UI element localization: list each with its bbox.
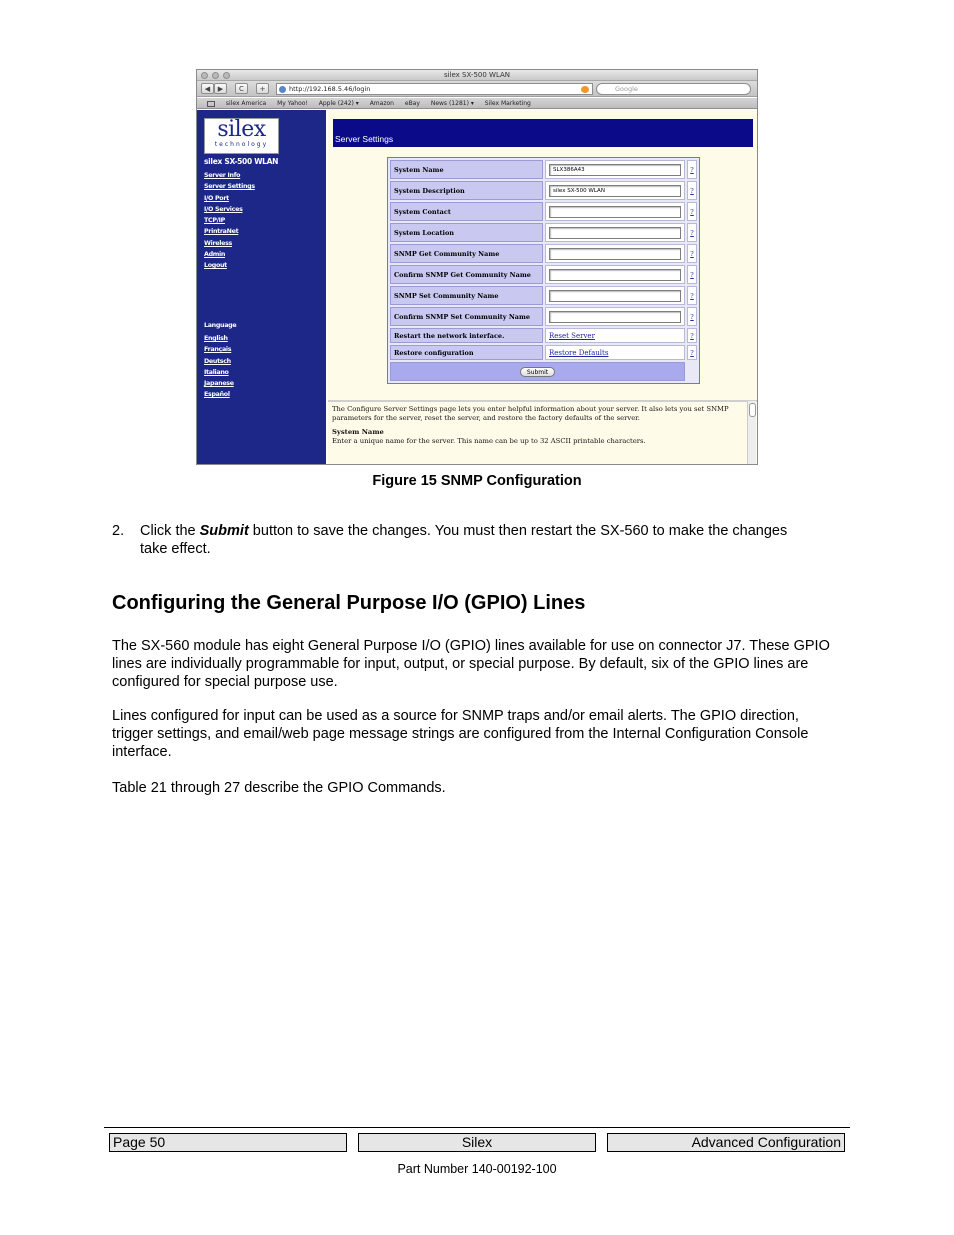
submit-emphasis: Submit [199,523,249,539]
language-english[interactable]: English [204,335,228,342]
globe-icon [279,86,286,93]
form-row [390,265,697,284]
address-bar[interactable] [276,83,593,95]
help-body-text: Enter a unique name for the server. This name can be up to 32 ASCII printable characters. [332,436,646,445]
window-title: silex SX-500 WLAN [443,71,511,79]
language-espanol[interactable]: Español [204,391,230,399]
sidebar-item-wireless[interactable]: Wireless [204,239,233,247]
field-label: Restore configuration [390,345,543,360]
form-row [390,202,697,221]
zoom-window-icon[interactable] [223,72,230,79]
paragraph-gpio-input: Lines configured for input can be used as a source for SNMP traps and/or email alerts. The GPIO direction, trigger settings, and email/web page message strings are configured from the Internal Configuration Console interface. [112,708,809,760]
sidebar-item-server-settings[interactable]: Server Settings [204,183,255,191]
browser-screenshot [196,69,758,465]
product-title: silex SX-500 WLAN [204,157,279,166]
help-icon[interactable]: ? [687,328,697,343]
step-number: 2. [112,523,125,539]
step-text-after: button to save the changes. You must then restart the SX-560 to make the changes take effect. [140,523,788,557]
language-italiano[interactable]: Italiano [204,368,229,376]
bookmarks-bar [197,98,757,109]
field-label: Confirm SNMP Get Community Name [390,265,543,284]
bookmark-item[interactable]: My Yahoo! [277,100,308,107]
submit-row [390,362,697,381]
language-japanese[interactable]: Japanese [204,380,234,388]
help-icon[interactable]: ? [687,160,697,179]
help-icon[interactable]: ? [687,307,697,326]
help-icon[interactable]: ? [687,202,697,221]
server-settings-form [387,157,700,384]
language-francais[interactable]: Français [204,346,232,354]
reset-server-link[interactable]: Reset Server [549,331,595,340]
bookmark-item[interactable]: Amazon [369,100,394,107]
help-icon[interactable]: ? [687,181,697,200]
rss-icon[interactable] [581,86,589,93]
help-heading: System Name [332,428,384,437]
system-location-input[interactable] [549,227,681,239]
bookmark-item[interactable]: News (1281) ▾ [430,100,474,107]
footer-page-number: Page 50 [109,1133,347,1152]
snmp-get-community-input[interactable] [549,248,681,260]
window-controls [201,72,230,79]
help-panel [328,400,758,465]
field-label: System Description [390,181,543,200]
form-row [390,181,697,200]
form-row [390,345,697,360]
part-number: Part Number 140-00192-100 [397,1162,557,1176]
field-label: System Contact [390,202,543,221]
restore-defaults-link[interactable]: Restore Defaults [549,348,609,357]
add-bookmark-button[interactable]: + [256,83,269,94]
sidebar-item-admin[interactable]: Admin [204,251,226,259]
system-contact-input[interactable] [549,206,681,218]
step-text [140,522,812,558]
confirm-snmp-get-community-input[interactable] [549,269,681,281]
language-list [204,333,234,401]
field-label: SNMP Set Community Name [390,286,543,305]
bookmark-item[interactable]: Apple (242) ▾ [318,100,359,107]
language-deutsch[interactable]: Deutsch [204,357,231,365]
sidebar-item-server-info[interactable]: Server Info [204,172,241,179]
help-intro-text: The Configure Server Settings page lets you enter helpful information about your server. It also lets you set SNMP parameters for the server, reset the server, and restore the factory defaults of the server. [332,405,729,422]
sidebar-item-io-services[interactable]: I/O Services [204,205,243,213]
bookmark-item[interactable]: eBay [404,100,420,107]
system-description-input[interactable]: silex SX-500 WLAN [549,185,681,197]
silex-logo [204,118,279,154]
step-2 [112,522,812,558]
scrollbar-thumb[interactable] [749,403,756,417]
field-label: Restart the network interface. [390,328,543,343]
logo-tagline: technology [214,141,269,148]
sidebar-item-printranet[interactable]: PrintraNet [204,228,239,236]
form-row [390,286,697,305]
paragraph-gpio-overview: The SX-560 module has eight General Purpose I/O (GPIO) lines available for use on connector J7. These GPIO lines are individually programmable for input, output, or special purpose. By default, six of the GPIO lines are configured for special purpose use. [112,638,830,690]
book-icon[interactable] [207,101,215,107]
address-bar-url: http://192.168.5.46/login [289,85,371,93]
search-field[interactable] [596,83,751,95]
help-icon[interactable]: ? [687,265,697,284]
form-row [390,223,697,242]
page-heading-banner [333,119,753,147]
field-label: SNMP Get Community Name [390,244,543,263]
sidebar-item-logout[interactable]: Logout [204,262,227,270]
footer-rule [104,1127,850,1128]
sidebar-item-tcpip[interactable]: TCP/IP [204,217,225,225]
confirm-snmp-set-community-input[interactable] [549,311,681,323]
form-row [390,160,697,179]
back-button[interactable]: ◀ [201,83,214,94]
language-heading: Language [204,322,237,329]
field-label: Confirm SNMP Set Community Name [390,307,543,326]
minimize-window-icon[interactable] [212,72,219,79]
window-titlebar [197,70,757,81]
bookmark-item[interactable]: silex America [225,100,267,107]
reload-button[interactable]: C [235,83,248,94]
page-title: Server Settings [335,134,394,144]
section-heading: Configuring the General Purpose I/O (GPIO) Lines [112,592,586,614]
sidebar [197,110,326,465]
help-icon[interactable]: ? [687,223,697,242]
sidebar-item-io-port[interactable]: I/O Port [204,194,229,202]
browser-toolbar [197,81,757,97]
field-label: System Location [390,223,543,242]
forward-button[interactable]: ▶ [214,83,227,94]
form-row [390,307,697,326]
footer-company: Silex [358,1133,596,1152]
help-scrollbar[interactable] [747,401,756,465]
main-content [328,110,758,400]
bookmark-item[interactable]: Silex Marketing [484,100,531,107]
search-placeholder: Google [615,85,638,93]
paragraph-gpio-tables: Table 21 through 27 describe the GPIO Commands. [112,780,446,796]
step-text-before: Click the [140,523,200,539]
form-row [390,244,697,263]
logo-wordmark: silex [217,117,266,142]
snmp-set-community-input[interactable] [549,290,681,302]
system-name-input[interactable]: SLX386A43 [549,164,681,176]
help-icon[interactable]: ? [687,286,697,305]
submit-button[interactable]: Submit [520,367,555,377]
help-icon[interactable]: ? [687,244,697,263]
close-window-icon[interactable] [201,72,208,79]
field-label: System Name [390,160,543,179]
help-icon[interactable]: ? [687,345,697,360]
sidebar-nav [204,170,255,272]
figure-caption: Figure 15 SNMP Configuration [372,473,582,489]
footer-section: Advanced Configuration [607,1133,845,1152]
form-row [390,328,697,343]
